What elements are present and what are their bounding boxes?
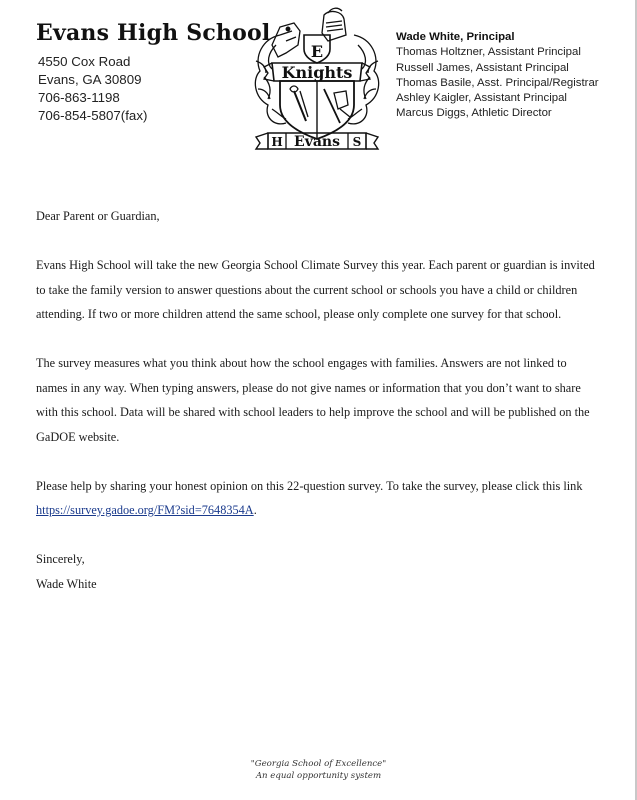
survey-link[interactable]: https://survey.gadoe.org/FM?sid=7648354A [36,503,254,517]
paragraph-survey-intro: Evans High School will take the new Georgia School Climate Survey this year. Each parent or guardian is invited to take the family version to answer questions about the current school or schools you have a child or children attending. If two or more children attend the same school, please only complete one survey for that school. [36,258,595,321]
closing: Sincerely, [36,552,85,566]
crest-scroll-center: Evans [294,134,340,150]
link-suffix-text: . [253,503,257,517]
footer-statement: An equal opportunity system [255,771,382,781]
fax-number: 706-854-5807(fax) [38,108,148,123]
link-prefix-text: Please help by sharing your honest opinion on this 22-question survey. To take the survey, please click this link [36,478,583,493]
city-state-zip: Evans, GA 30809 [38,72,142,87]
school-address [38,53,147,125]
salutation: Dear Parent or Guardian, [36,209,160,223]
footer-motto: "Georgia School of Excellence" [250,759,387,769]
knights-crest-icon [242,5,392,153]
staff-member: Marcus Diggs, Athletic Director [396,107,552,120]
crest-scroll-right: S [352,135,362,149]
staff-member: Thomas Basile, Asst. Principal/Registrar [396,76,599,89]
paragraph-survey-link [36,474,596,523]
staff-member: Thomas Holtzner, Assistant Principal [396,46,581,59]
footer [0,758,637,782]
paragraph-survey-privacy: The survey measures what you think about how the school engages with families. Answers are not linked to names in any way. When typing answers, please do not give names or information that you don’t want to share with this school. Data will be shared with school leaders to help improve the school and will be published on the GaDOE website. [36,356,590,444]
letter-body [36,204,596,596]
crest-banner-text: Knights [281,63,353,82]
crest-scroll-left: H [271,135,283,149]
staff-member: Russell James, Assistant Principal [396,61,569,74]
signature: Wade White [36,576,97,591]
crest-shield-letter: E [310,42,324,61]
street-address: 4550 Cox Road [38,54,131,69]
school-name: Evans High School [36,20,271,46]
staff-principal: Wade White, Principal [396,31,515,43]
staff-member: Ashley Kaigler, Assistant Principal [396,92,567,105]
staff-directory [396,30,599,122]
phone-number: 706-863-1198 [38,90,120,105]
